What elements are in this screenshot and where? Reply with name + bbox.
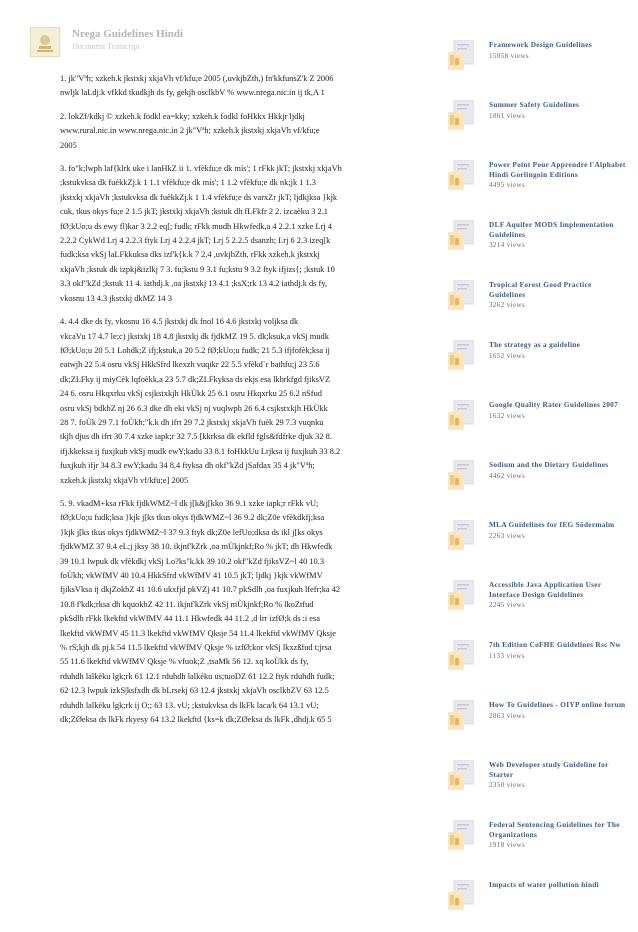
related-document-title[interactable]: Impacts of water pollution hindi [489, 880, 600, 889]
document-logo [30, 27, 60, 57]
document-thumbnail-icon[interactable] [448, 820, 474, 850]
transcript-line: 5. 9. vkadM+ksa rFkk fjdkWMZ~l dk j[k&j[kko 36 9.1 xzke iapk;r rFkk vU; [60, 498, 319, 508]
related-document-item[interactable] [448, 692, 633, 752]
transcript-line: 62 12.3 lwpuk izkS|ksfxdh dk bLrsekj 63 12.4 jkstxkj xkjaVh osclkbZV 63 12.5 [60, 686, 329, 696]
related-document-item[interactable] [448, 272, 633, 332]
transcript-line: rduhdh lalkèku lgk;rk ij O;; 63 13. vU; ;kstukvksa ds lkFk laca/k 64 13.1 vU; [60, 700, 319, 710]
document-thumbnail-icon[interactable] [448, 580, 474, 610]
view-count: 2863 views [489, 711, 526, 720]
related-documents-list [448, 32, 633, 932]
related-document-title[interactable]: How To Guidelines - OIYP online forum [489, 700, 626, 709]
transcript-line: eatwjh 22 5.4 osru vkSj HkkSfrd lkexzh vuqikr 22 5.5 vfèkd`r bathfu;j 23 5.6 [60, 360, 320, 370]
emblem-icon [31, 28, 59, 56]
view-count: 1632 views [489, 411, 526, 420]
transcript-line: dk;ZLFky ij miyCèk lqfoèkk,a 23 5.7 dk;ZLFkyksa ds ekjs esa lkbrkfgd fjiksVZ [60, 374, 331, 384]
related-document-title[interactable]: The strategy as a guideline [489, 340, 581, 349]
transcript-line: vkosnu 13 4.3 jkstxkj dkMZ 14 3 [60, 293, 172, 303]
related-document-title[interactable]: Sodium and the Dietary Guidelines [489, 460, 609, 469]
related-document-item[interactable] [448, 752, 633, 812]
related-document-item[interactable] [448, 332, 633, 392]
related-document-title[interactable]: Tropical Forest Good Practice Guidelines [489, 280, 592, 299]
related-document-item[interactable] [448, 572, 633, 632]
related-document-title[interactable]: Framework Design Guidelines [489, 40, 592, 49]
document-thumbnail-icon[interactable] [448, 760, 474, 790]
transcript-line: foÙkh; vkWfMV 40 10.4 HkkSfrd vkWfMV 41 10.5 jkT; ljdkj }kjk vkWfMV [60, 571, 323, 580]
related-document-item[interactable] [448, 152, 633, 212]
related-document-title[interactable]: DLF Aquifer MODS Implementation Guidelines [489, 220, 614, 239]
transcript-line: rduhdh lalkèku lgk;rk 61 12.1 rduhdh lalkèku us;tuoDZ 61 12.2 ftyk rduhdh fudk; [60, 671, 335, 681]
related-document-title[interactable]: Web Developer study Guideline for Starter [489, 760, 609, 779]
transcript-line: xzkeh.k jkstxkj xkjaVh vf/kfu;e] 2005 [60, 475, 189, 485]
transcript-line: fudk;ksa vkSj laLFkkuksa dks izf'k{k.k 7 2.4 ,uvkjbZth, rFkk xzkeh.k jkstxkj [60, 250, 320, 260]
transcript-line: 3.3 okf"kZd ;kstuk 11 4. iathdj.k ,oa jkstxkj 13 4.1 ;ksX;rk 13 4.2 iathdj.k ds fy, [60, 279, 328, 289]
view-count: 2263 views [489, 531, 526, 540]
transcript-line: 28 7. foÙk 29 7.1 foÙkh;"k.k dh ifrt 29 7.2 jkstxkj xkjaVh fuèk 29 7.3 vuqnku [60, 417, 324, 427]
transcript-line: fØ;kUo;u fudk;ksa }kjk j[ks tkus okys fjdkWMZ~l 36 9.2 dk;Z0e vfèkdkfj;ksa [60, 513, 325, 523]
transcript-paragraph [60, 315, 428, 488]
transcript-line: 3. fo"k;lwph laf{klrk uke i lanHkZ ii 1. vfèkfu;e dk mís'; 1 rFkk jkT; jkstxkj xkjaVh [60, 164, 342, 174]
related-document-title[interactable]: Google Quality Rater Guidelines 2007 [489, 400, 619, 409]
view-count: 3214 views [489, 241, 526, 249]
document-subtitle: Document Transcript [72, 42, 140, 51]
related-document-title[interactable]: Accessible Java Application User Interface Design Guidelines [489, 580, 602, 599]
related-document-item[interactable] [448, 212, 633, 272]
transcript-line: tkjh djus dh ifrt 30 7.4 xzke iapk;r 32 7.5 [kkrksa dk ekfld fgls&fdfrke djuk 32 8. [60, 432, 332, 442]
transcript-line: dk;ZØeksa ds lkFk rkyesy 64 13.2 lkekftd {ks=k dk;ZØeksa ds lkFk ,dhdj.k 65 5 [60, 715, 332, 725]
transcript-line: osru vkSj bdkbZ nj 26 6.3 dke dh eki vkSj nj vuqlwph 26 6.4 csjkstxkjh HkÙkk [60, 403, 328, 413]
transcript-line: fuxjkuh ifjr 34 8.3 ewY;kadu 34 8.4 ftyksa dh okf"kZd jSafdax 35 4 jk"Vªh; [60, 461, 315, 471]
transcript-line: nwljk laLdj.k vfkkd tkudkjh ds fy, gekjh osclkbV % www.nrega.nic.in ij tk,A 1 [60, 88, 325, 98]
transcript-line: 55 11.6 lkekftd vkWfMV Qksje % vfuok;Z ,tsaMk 56 12. xq koÙkk ds fy, [60, 657, 309, 667]
transcript-line: 39 10.1 lwpuk dk vfèkdkj vkSj Lo?ks"k.kk 39 10.2 okf"kZd fjiksVZ~l 40 10.3 [60, 556, 325, 566]
transcript-paragraph [60, 72, 428, 101]
document-thumbnail-icon[interactable] [448, 160, 474, 190]
related-document-item[interactable] [448, 392, 633, 452]
transcript-line: 10.8 f'kdk;rksa dh kquokbZ 42 11. ikjnf'kZrk vkSj mÙkjnkf;Ro % lkoZtfud [60, 599, 314, 609]
related-document-item[interactable] [448, 872, 633, 932]
transcript-line: % rS;kjh dk pj.k 54 11.5 lkekftd vkWfMV Qksje % izfØ;kor vkSj lkxzßfud t;jrsa [60, 643, 332, 653]
view-count: 2350 views [489, 781, 526, 789]
transcript-line: lkekftd vkWfMV 45 11.3 lkekftd vkWfMV Qksje 54 11.4 lkekftd vkWfMV Qksje [60, 628, 336, 638]
document-thumbnail-icon[interactable] [448, 640, 474, 670]
view-count: 1133 views [489, 651, 525, 660]
transcript-line: ifj.kkeksa ij fuxjkuh vkSj mudk ewY;kadu 33 8.1 foHkkUu Lrjksa ij fuxjkuh 33 8.2 [60, 446, 341, 456]
related-document-title[interactable]: 7th Edition CoFHE Guidelines Rsc Nw [489, 640, 621, 649]
related-document-item[interactable] [448, 32, 633, 92]
document-thumbnail-icon[interactable] [448, 880, 474, 910]
document-thumbnail-icon[interactable] [448, 340, 474, 370]
transcript-line: 4. 4.4 dke ds fy, vkosnu 16 4.5 jkstxkj dk fnol 16 4.6 jkstxkj voljksa dk [60, 317, 299, 327]
transcript-line: fØ;kUo;u ds ewy fl)kar 3 2.2 eq[; fudk; rFkk mudh Hkwfedk,a 4 2.2.1 xzke Lrj 4 [60, 221, 332, 231]
transcript-line: 1. jk"Vªh; xzkeh.k jkstxkj xkjaVh vf/kfu;e 2005 (,uvkjbZth,) fn'kkfunsZ'k Z 2006 [60, 74, 334, 83]
view-count: 4462 views [489, 471, 526, 480]
related-document-item[interactable] [448, 92, 633, 152]
transcript-line: 2. lokZf/kdkj © xzkeh.k fodkl ea=kky; xzkeh.k fodkl foHkkx Hkkjr ljdkj [60, 111, 305, 121]
transcript-line: fjdkWMZ 37 9.4 eL;j jksy 38 10. ikjnf'kZrk ,oa mÙkjnkf;Ro % jkT; dh Hkwfedk [60, 542, 333, 552]
transcript-line: fØ;kUo;u 20 5.1 Lohdk;Z ifj;kstuk,a 20 5.2 fØ;kUo;u fudk; 21 5.3 ifjfofèk;ksa ij [60, 345, 330, 355]
document-thumbnail-icon[interactable] [448, 280, 474, 310]
document-thumbnail-icon[interactable] [448, 700, 474, 730]
related-document-item[interactable] [448, 452, 633, 512]
transcript-paragraph [60, 110, 428, 153]
document-thumbnail-icon[interactable] [448, 460, 474, 490]
view-count: 1918 views [489, 841, 526, 849]
transcript-paragraph [60, 497, 428, 728]
view-count: 1861 views [489, 111, 526, 120]
document-thumbnail-icon[interactable] [448, 40, 474, 70]
related-document-item[interactable] [448, 512, 633, 572]
document-thumbnail-icon[interactable] [448, 520, 474, 550]
document-thumbnail-icon[interactable] [448, 400, 474, 430]
transcript-line: 2005 [60, 140, 77, 150]
transcript-line: cuk, tkus okys fu;e 2 1.5 jkT; jkstxkj xkjaVh ;kstuk dh fLFkfr 2 2. izcaèku 3 2.1 [60, 207, 328, 217]
transcript-line: ;kstukvksa dk fuèkkZj.k 1 1.1 vfèkfu;e dk mís'; 1 1.2 vfèkfu;e dk nk;jk 1 1.3 [60, 178, 316, 188]
transcript-line: xkjaVh ;kstuk dk izpkj&izlkj 7 3. fu;kstu 9 3.1 fu;kstu 9 3.2 ftyk ifjizs{; ;kstuk 10 [60, 264, 335, 274]
transcript-line: }kjk j[ks tkus okys fjdkWMZ~l 37 9.3 ftyk dk;Z0e lefUo;dksa ds ikl j[ks okys [60, 527, 323, 537]
transcript-line: pkSdlh rFkk lkekftd vkWfMV 44 11.1 Hkwfedk 44 11.2 ,d lrr izfØ;k ds :i esa [60, 614, 320, 624]
transcript-line: 24 6. osru Hkqxrku vkSj csjkstxkjh HkÙkk 25 6.1 osru Hkqxrku 25 6.2 nSfud [60, 389, 322, 399]
document-thumbnail-icon[interactable] [448, 100, 474, 130]
related-document-title[interactable]: Summer Safety Guidelines [489, 100, 580, 109]
document-title[interactable]: Nrega Guidelines Hindi [72, 28, 184, 40]
transcript-line: vkcaVu 17 4.7 le;c) jkstxkj 18 4.8 jkstxkj dk fjdkMZ 19 5. dk;ksuk,a vkSj mudk [60, 331, 329, 341]
view-count: 2245 views [489, 601, 526, 609]
related-document-title[interactable]: Federal Sentencing Guidelines for The Organizations [489, 820, 620, 839]
view-count: 3262 views [489, 301, 526, 309]
view-count: 4495 views [489, 181, 526, 189]
document-thumbnail-icon[interactable] [448, 220, 474, 250]
transcript-line: www.rural.nic.in www.nrega.nic.in 2 jk"Vªh; xzkeh.k jkstxkj xkjaVh vf/kfu;e [60, 126, 320, 136]
transcript-body [60, 72, 428, 736]
related-document-title[interactable]: Power Point Pour Apprendre l'Alphabet Hindi Gorlingoin Editions [489, 160, 626, 179]
transcript-paragraph [60, 162, 428, 306]
transcript-line: fjiksVksa ij dkjZokbZ 41 10.6 ukxfjd pkVZj 41 10.7 pkSdlh ,oa fuxjkuh lfefr;ka 42 [60, 585, 341, 595]
related-document-item[interactable] [448, 632, 633, 692]
related-document-item[interactable] [448, 812, 633, 872]
transcript-line: 2.2.2 CykWd Lrj 4 2.2.3 ftyk Lrj 4 2.2.4 jkT; Lrj 5 2.2.5 dsanzh; Lrj 6 2.3 izeq[k [60, 236, 331, 246]
view-count: 15058 views [489, 51, 529, 60]
transcript-line: jkstxkj xkjaVh ;kstukvksa dk fuèkkZj.k 1 1.4 vfèkfu;e ds varxZr jkT; ljdkjksa }kjk [60, 192, 338, 202]
related-document-title[interactable]: MLA Guidelines for IEG Södermalm [489, 520, 615, 529]
view-count: 1652 views [489, 351, 526, 360]
